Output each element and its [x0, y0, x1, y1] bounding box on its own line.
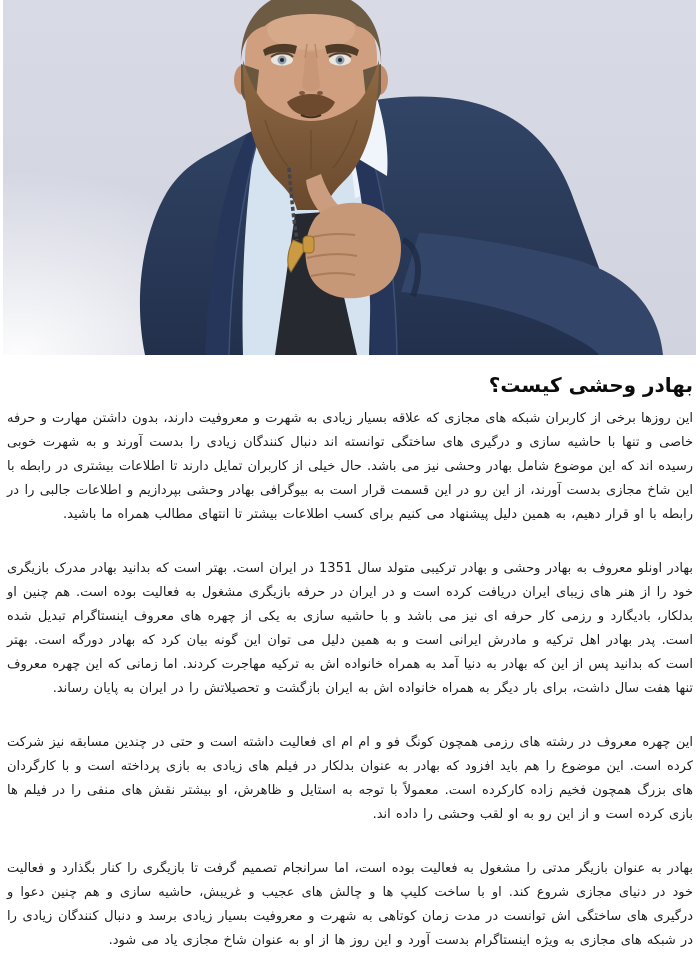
article-photo	[3, 0, 696, 355]
article-title: بهادر وحشی کیست؟	[488, 373, 693, 397]
article-paragraph-2: بهادر اونلو معروف به بهادر وحشی و بهادر ترکیبی متولد سال 1351 در ایران است. بهتر است که بدانید بهادر مدرک بازیگری خود را از هنر های زیبای ایران دریافت کرده است و در ایران در حرفه بازیگری مشغول به فعالیت بوده است. هم چنین او بدلکار، بادیگارد و رزمی کار حرفه ای نیز می باشد و با حاشیه سازی به یکی از چهره های معروف اینستاگرام تبدیل شده است. پدر بهادر اهل ترکیه و مادرش ایرانی است و به همین دلیل می توان این گونه بیان کرد که بهادر دورگه است. بهتر است که بدانید پس از این که بهادر به دنیا آمد به همراه خانواده اش به ترکیه مهاجرت کردند. اما زمانی که این چهره معروف تنها هفت سال داشت، برای بار دیگر به همراه خانواده اش به ایران بازگشت و تحصیلاتش را در ایران به پایان رساند.	[7, 561, 693, 696]
article-body	[0, 372, 700, 953]
portrait-illustration	[3, 0, 696, 355]
article-paragraph-4: بهادر به عنوان بازیگر مدتی را مشغول به فعالیت بوده است، اما سرانجام تصمیم گرفت تا بازیگری را کنار بگذارد و فعالیت خود در دنیای مجازی شروع کند. او با ساخت کلیپ ها و چالش های عجیب و غریبش، حاشیه سازی و هم چنین دعوا و درگیری های ساختگی اش توانست در مدت زمان کوتاهی به شهرت و معروفیت بسیار زیادی برسد و دنبال کنندگان زیادی را در شبکه های مجازی به ویژه اینستاگرام بدست آورد و این روز ها از او به عنوان شاخ مجازی یاد می شود.	[7, 861, 693, 948]
gold-ring	[303, 236, 314, 253]
article-paragraph-1: این روزها برخی از کاربران شبکه های مجازی که علاقه بسیار زیادی به شهرت و معروفیت دارند، بدون داشتن مهارت و حرفه خاصی و تنها با حاشیه سازی و درگیری های ساختگی توانسته اند دنبال کنندگان زیادی را بدست آورند و به شهرت خوبی رسیده اند که این موضوع شامل بهادر وحشی نیز می باشد. حال خیلی از کاربران تمایل دارند تا اطلاعات بیشتری در رابطه با این شاخ مجازی بدست آورند، از این رو در این قسمت قرار است به بیوگرافی بهادر وحشی بپردازیم و اطلاعات جالبی را در رابطه با او قرار دهیم، به همین دلیل پیشنهاد می کنیم برای کسب اطلاعات بیشتر تا انتهای مطالب همراه ما باشید.	[7, 411, 693, 522]
article-paragraph-3: این چهره معروف در رشته های رزمی همچون کونگ فو و ام ام ای فعالیت داشته است و حتی در چندین مسابقه نیز شرکت کرده است. این موضوع را هم باید افزود که بهادر به عنوان بدلکار در فیلم های زیادی به بازی پرداخته است و با کارگردان های بزرگ همچون فخیم زاده کارکرده است. معمولاً با توجه به استایل و ظاهرش، او بیشتر نقش های منفی را در فیلم ها بازی کرده است و از این رو به او لقب وحشی را داده اند.	[7, 735, 693, 822]
